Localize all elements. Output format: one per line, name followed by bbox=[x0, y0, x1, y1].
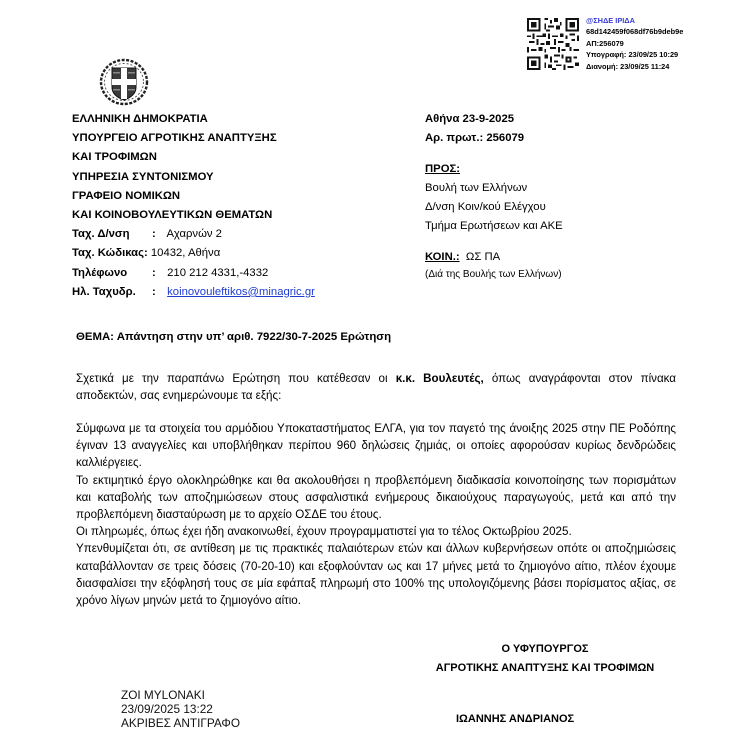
phone-value: 210 212 4331,-4332 bbox=[167, 266, 269, 279]
email-link[interactable]: koinovouleftikos@minagric.gr bbox=[167, 285, 315, 298]
subject-line: ΘΕΜΑ: Απάντηση στην υπ’ αριθ. 7922/30-7-2025 Ερώτηση bbox=[76, 331, 392, 343]
sender-line: ΓΡΑΦΕΙΟ ΝΟΜΙΚΩΝ bbox=[72, 189, 181, 202]
body-paragraphs bbox=[76, 420, 676, 609]
certifier-name: ZOI MYLONAKI bbox=[121, 688, 205, 702]
certified-copy-block bbox=[121, 689, 240, 730]
sender-line: ΥΠΟΥΡΓΕΙΟ ΑΓΡΟΤΙΚΗΣ ΑΝΑΠΤΥΞΗΣ bbox=[72, 132, 277, 145]
email-row: Ηλ. Ταχυδρ. : koinovouleftikos@minagric.gr bbox=[72, 283, 402, 302]
stamp-signed: Υπογραφή: 23/09/25 10:29 bbox=[586, 50, 679, 60]
recipient-line: Βουλή των Ελλήνων bbox=[425, 182, 528, 194]
recipient-line: Δ/νση Κοιν/κού Ελέγχου bbox=[425, 201, 546, 213]
postcode-row bbox=[72, 244, 402, 263]
intro-paragraph: Σχετικά με την παραπάνω Ερώτηση που κατέθεσαν οι κ.κ. Βουλευτές, όπως αναγράφονται στον πίνακα αποδεκτών, σας ενημερώνουμε τα εξής: bbox=[76, 372, 676, 403]
sender-line: ΥΠΗΡΕΣΙΑ ΣΥΝΤΟΝΙΣΜΟΥ bbox=[72, 170, 214, 183]
place-date: Αθήνα 23-9-2025 bbox=[425, 113, 515, 125]
protocol-number: Αρ. πρωτ.: 256079 bbox=[425, 132, 525, 144]
phone-row: Τηλέφωνο : 210 212 4331,-4332 bbox=[72, 264, 402, 283]
digital-signature-stamp bbox=[525, 14, 730, 76]
cc-note: (Διά της Βουλής των Ελλήνων) bbox=[425, 269, 562, 280]
recipient-line: Τμήμα Ερωτήσεων και ΑΚΕ bbox=[425, 220, 563, 232]
body-paragraph: Οι πληρωμές, όπως έχει ήδη ανακοινωθεί, έχουν προγραμματιστεί για το τέλος Οκτωβρίου 2025. bbox=[76, 525, 572, 539]
cc-label: ΚΟΙΝ.: bbox=[425, 251, 460, 263]
address-value: Αχαρνών 2 bbox=[166, 228, 222, 241]
stamp-details bbox=[586, 15, 683, 72]
address-row: Ταχ. Δ/νση : Αχαρνών 2 bbox=[72, 225, 402, 244]
recipient-block bbox=[425, 110, 705, 283]
phone-label: Τηλέφωνο bbox=[72, 266, 128, 279]
body-paragraph: Το εκτιμητικό έργο ολοκληρώθηκε και θα ακολουθήσει η προβλεπόμενη διαδικασία κοινοποίησης των πορισμάτων και καταβολής των αποζημιώσεων στους ασφαλιστικά ενήμερους δικαιούχους παραγωγούς, μετά και από την προβλεπόμενη διασταύρωση με το αρχείο ΟΣΔΕ του έτους. bbox=[76, 473, 676, 522]
to-label: ΠΡΟΣ: bbox=[425, 163, 461, 175]
sender-block bbox=[72, 110, 402, 302]
stamp-distributed: Διανομή: 23/09/25 11:24 bbox=[586, 61, 670, 71]
certification-datetime: 23/09/2025 13:22 bbox=[121, 701, 213, 716]
sender-line: ΚΑΙ ΚΟΙΝΟΒΟΥΛΕΥΤΙΚΩΝ ΘΕΜΑΤΩΝ bbox=[72, 209, 273, 222]
body-paragraph: Υπενθυμίζεται ότι, σε αντίθεση με τις πρακτικές παλαιότερων ετών και άλλων κυβερνήσεων οπότε οι αποζημιώσεις καταβάλλονταν σε τρεις δόσεις (70-20-10) και εξοφλούνταν ως και 17 μήνες μετά το ζημιογόνο αίτιο, πλέον έχουμε διασφαλίσει την εξόφλησή τους σε μία εφάπαξ πληρωμή στο 100% της υπολογιζόμενης βάσει πορίσματος αξίας, σε χρόνο λίγων μηνών μετά το ζημιογόνο αίτιο. bbox=[76, 542, 676, 608]
postcode-value: 10432, Αθήνα bbox=[150, 247, 221, 260]
postcode-label: Ταχ. Κώδικας: bbox=[72, 247, 148, 260]
address-label: Ταχ. Δ/νση bbox=[72, 228, 130, 241]
body-paragraph: Σύμφωνα με τα στοιχεία του αρμόδιου Υποκαταστήματος ΕΛΓΑ, για τον παγετό της άνοιξης 2025 στην ΠΕ Ροδόπης έγιναν 13 αναγγελίες και υποβλήθηκαν περίπου 960 δηλώσεις ζημιάς, οι οποίες αφορούσαν κυρίως δενδρώδεις καλλιέργειες. bbox=[76, 422, 676, 470]
stamp-brand: @ΣΗΔΕ ΙΡΙΔΑ bbox=[586, 16, 635, 25]
greek-coat-of-arms-icon bbox=[99, 58, 149, 106]
sender-line: ΚΑΙ ΤΡΟΦΙΜΩΝ bbox=[72, 151, 157, 164]
cc-value: ΩΣ ΠΑ bbox=[465, 251, 501, 263]
certification-label: ΑΚΡΙΒΕΣ ΑΝΤΙΓΡΑΦΟ bbox=[121, 715, 241, 730]
stamp-protocol: ΑΠ:256079 bbox=[586, 38, 624, 48]
stamp-hash: 68d142459f068df76b9deb9e bbox=[586, 27, 684, 37]
signatory-title: Ο ΥΦΥΠΟΥΡΓΟΣ ΑΓΡΟΤΙΚΗΣ ΑΝΑΠΤΥΞΗΣ ΚΑΙ ΤΡΟΦΙΜΩΝ bbox=[435, 643, 655, 674]
intro-bold: κ.κ. Βουλευτές, bbox=[395, 372, 484, 385]
email-label: Ηλ. Ταχυδρ. bbox=[72, 285, 136, 298]
sender-line: ΕΛΛΗΝΙΚΗ ΔΗΜΟΚΡΑΤΙΑ bbox=[72, 113, 208, 125]
signatory-name: ΙΩΑΝΝΗΣ ΑΝΔΡΙΑΝΟΣ bbox=[456, 713, 575, 725]
qr-code-icon bbox=[525, 14, 581, 74]
cc-row bbox=[425, 248, 705, 267]
